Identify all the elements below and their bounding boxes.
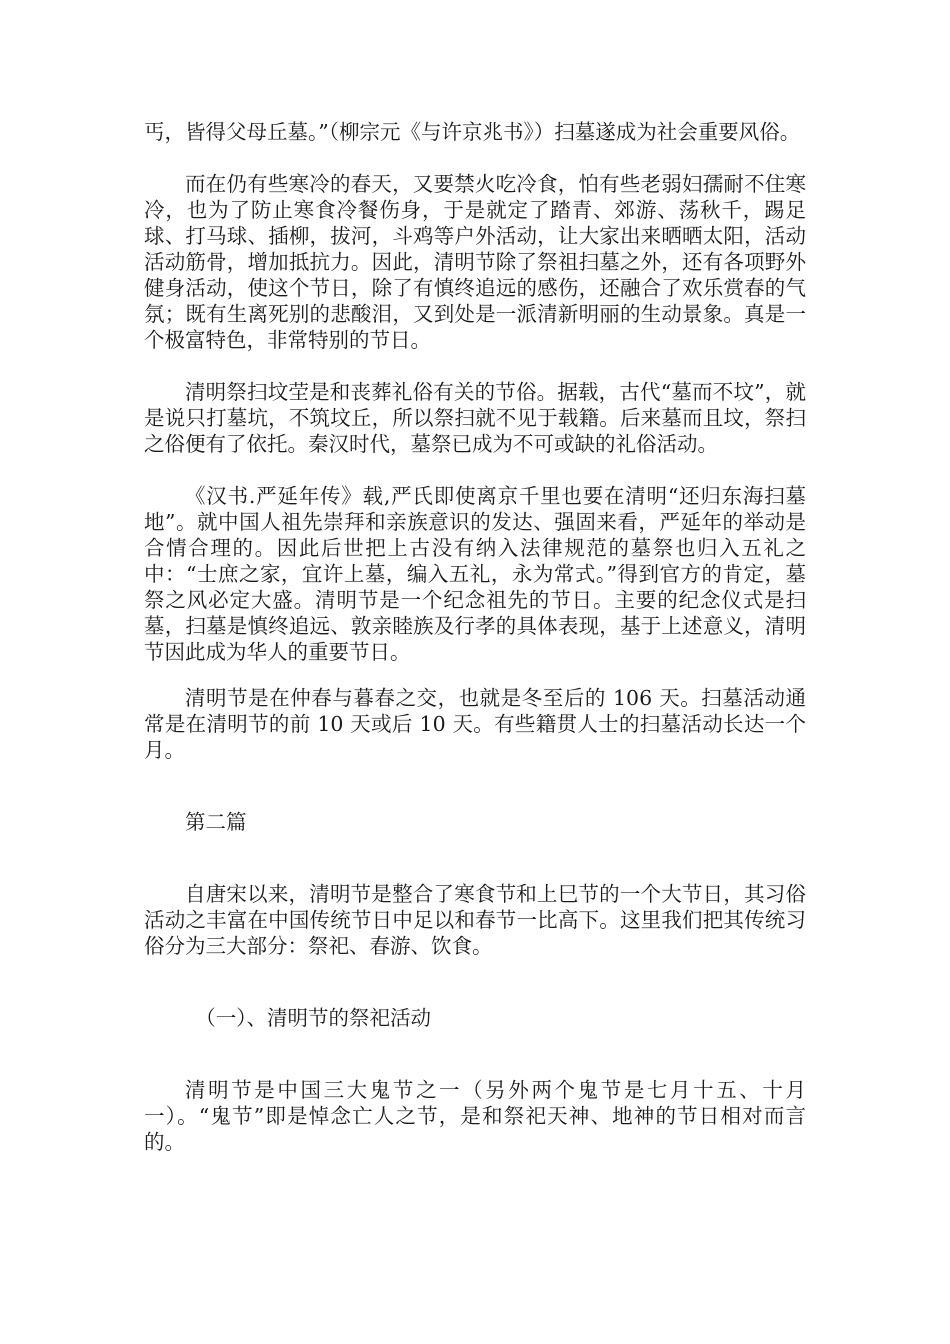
section-heading-part-two: 第二篇 bbox=[185, 810, 247, 834]
paragraph-han-shu: 《汉书.严延年传》载,严氏即使离京千里也要在清明“还归东海扫墓地”。就中国人祖先崇拜和亲族意识的发达、强固来看，严延年的举动是合情合理的。因此后世把上古没有纳入法律规范的墓祭也归入五礼之中：“士庶之家，宜许上墓，编入五礼，永为常式。”得到官方的肯定，墓祭之风必定大盛。清明节是一个纪念祖先的节日。主要的纪念仪式是扫墓，扫墓是慎终追远、敦亲睦族及行孝的具体表现，基于上述意义，清明节因此成为华人的重要节日。 bbox=[144, 484, 806, 664]
paragraph-ghost-festival: 清明节是中国三大鬼节之一（另外两个鬼节是七月十五、十月一）。“鬼节”即是悼念亡人之节，是和祭祀天神、地神的节日相对而言的。 bbox=[144, 1078, 806, 1154]
paragraph-qingming-date: 清明节是在仲春与暮春之交，也就是冬至后的 106 天。扫墓活动通常是在清明节的前 10 天或后 10 天。有些籍贯人士的扫墓活动长达一个月。 bbox=[144, 686, 806, 762]
paragraph-continuation: 丐，皆得父母丘墓。”（柳宗元《与许京兆书》）扫墓遂成为社会重要风俗。 bbox=[144, 120, 801, 144]
paragraph-customs-overview: 自唐宋以来，清明节是整合了寒食节和上巳节的一个大节日，其习俗活动之丰富在中国传统节日中足以和春节一比高下。这里我们把其传统习俗分为三大部分：祭祀、春游、饮食。 bbox=[144, 882, 806, 958]
paragraph-tomb-sweeping-origin: 清明祭扫坟茔是和丧葬礼俗有关的节俗。据载，古代“墓而不坟”，就是说只打墓坑，不筑坟丘，所以祭扫就不见于载籍。后来墓而且坟，祭扫之俗便有了依托。秦汉时代，墓祭已成为不可或缺的礼俗活动。 bbox=[144, 380, 806, 456]
paragraph-spring-activities: 而在仍有些寒冷的春天，又要禁火吃冷食，怕有些老弱妇孺耐不住寒冷，也为了防止寒食冷餐伤身，于是就定了踏青、郊游、荡秋千，踢足球、打马球、插柳，拔河，斗鸡等户外活动，让大家出来晒晒太阳，活动活动筋骨，增加抵抗力。因此，清明节除了祭祖扫墓之外，还有各项野外健身活动，使这个节日，除了有慎终追远的感伤，还融合了欢乐赏春的气氛；既有生离死别的悲酸泪，又到处是一派清新明丽的生动景象。真是一个极富特色，非常特别的节日。 bbox=[144, 172, 806, 352]
document-body bbox=[144, 119, 806, 1155]
subsection-heading-sacrifice: （一）、清明节的祭祀活动 bbox=[195, 1006, 431, 1030]
